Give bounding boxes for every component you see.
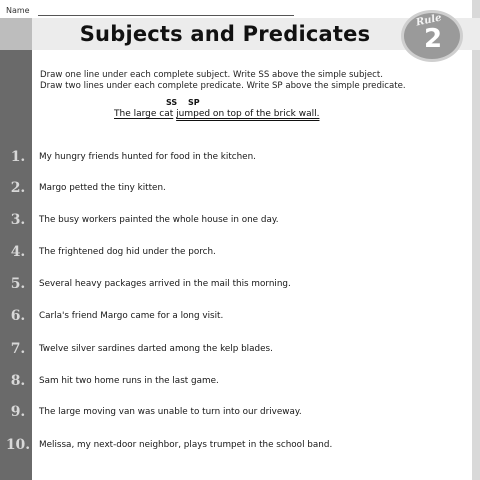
item-sentence: My hungry friends hunted for food in the kitchen. <box>39 152 256 162</box>
item-number: 4. <box>10 244 26 260</box>
rule-word: Rule <box>415 12 443 29</box>
item-number: 7. <box>10 341 26 357</box>
gutter-top <box>0 18 32 50</box>
instructions <box>40 70 470 92</box>
item-number: 5. <box>10 276 26 292</box>
instruction-line: Draw one line under each complete subject. Write SS above the simple subject. <box>40 70 383 80</box>
item-sentence: The frightened dog hid under the porch. <box>39 247 216 257</box>
sp-label: SP <box>188 98 200 107</box>
item-sentence: The busy workers painted the whole house in one day. <box>39 215 279 225</box>
item-sentence: Melissa, my next-door neighbor, plays trumpet in the school band. <box>39 440 333 450</box>
list-item <box>0 433 470 457</box>
item-sentence: Margo petted the tiny kitten. <box>39 183 166 193</box>
example-predicate: jumped on top of the brick wall. <box>176 109 320 119</box>
list-item <box>0 240 470 264</box>
example-sentence <box>114 98 354 138</box>
item-sentence: Twelve silver sardines darted among the kelp blades. <box>39 344 273 354</box>
instruction-line: Draw two lines under each complete predicate. Write SP above the simple predicate. <box>40 81 406 91</box>
page-edge <box>472 0 480 480</box>
list-item <box>0 272 470 296</box>
item-sentence: The large moving van was unable to turn into our driveway. <box>39 407 302 417</box>
list-item <box>0 369 470 393</box>
list-item <box>0 400 470 424</box>
ss-label: SS <box>166 98 178 107</box>
item-number: 9. <box>10 404 26 420</box>
item-number: 1. <box>10 149 26 165</box>
item-sentence: Sam hit two home runs in the last game. <box>39 376 219 386</box>
item-number: 8. <box>10 373 26 389</box>
item-sentence: Carla's friend Margo came for a long visit. <box>39 311 224 321</box>
page-title: Subjects and Predicates <box>79 22 371 46</box>
example-line <box>114 109 319 119</box>
list-item <box>0 145 470 169</box>
item-sentence: Several heavy packages arrived in the mail this morning. <box>39 279 291 289</box>
item-number: 6. <box>10 308 26 324</box>
list-item <box>0 176 470 200</box>
list-item <box>0 337 470 361</box>
item-number: 2. <box>10 180 26 196</box>
name-line[interactable] <box>38 15 294 16</box>
example-subject: The large cat <box>114 109 174 119</box>
list-item <box>0 304 470 328</box>
rule-number: 2 <box>424 24 443 54</box>
name-label: Name <box>6 6 30 15</box>
list-item <box>0 208 470 232</box>
item-number: 3. <box>10 212 26 228</box>
item-number: 10. <box>5 437 31 453</box>
